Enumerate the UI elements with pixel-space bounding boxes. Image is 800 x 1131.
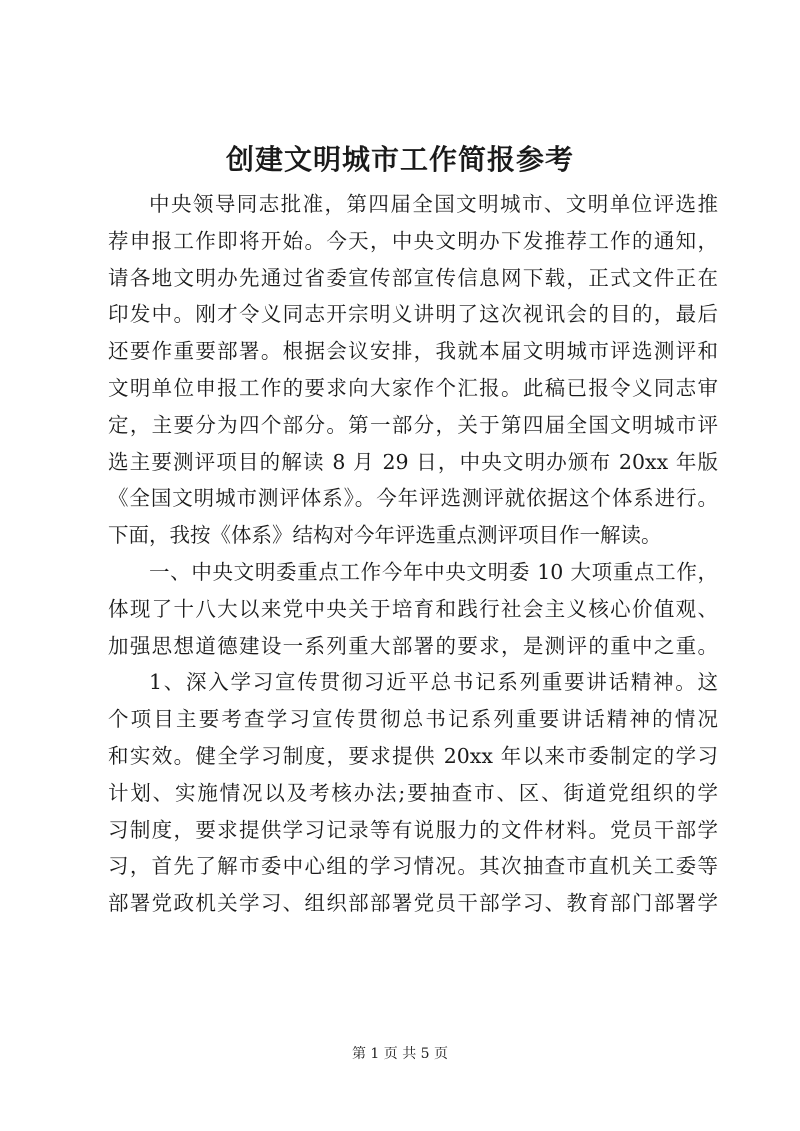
text-line: 定，主要分为四个部分。第一部分，关于第四届全国文明城市评 xyxy=(108,412,718,437)
text-line: 部署党政机关学习、组织部部署党员干部学习、教育部门部署学 xyxy=(108,891,718,916)
text-line: 习，首先了解市委中心组的学习情况。其次抽查市直机关工委等 xyxy=(108,854,718,879)
text-line: 加强思想道德建设一系列重大部署的要求，是测评的重中之重。 xyxy=(108,633,718,658)
text-line: 选主要测评项目的解读 8 月 29 日，中央文明办颁布 20xx 年版 xyxy=(108,449,718,474)
document-body xyxy=(108,186,718,922)
text-line: 1、深入学习宣传贯彻习近平总书记系列重要讲话精神。这 xyxy=(149,670,718,695)
document-title: 创建文明城市工作简报参考 xyxy=(225,143,574,176)
text-line: 《全国文明城市测评体系》。今年评选测评就依据这个体系进行。 xyxy=(108,486,718,511)
text-line: 还要作重要部署。根据会议安排，我就本届文明城市评选测评和 xyxy=(108,339,718,364)
text-line: 体现了十八大以来党中央关于培育和践行社会主义核心价值观、 xyxy=(108,596,718,621)
text-line: 和实效。健全学习制度，要求提供 20xx 年以来市委制定的学习 xyxy=(108,743,718,768)
text-line: 印发中。刚才令义同志开宗明义讲明了这次视讯会的目的，最后 xyxy=(108,302,718,327)
text-line: 一、中央文明委重点工作今年中央文明委 10 大项重点工作， xyxy=(149,559,718,584)
text-line: 中央领导同志批准，第四届全国文明城市、文明单位评选推 xyxy=(149,192,718,216)
text-line: 计划、实施情况以及考核办法;要抽查市、区、街道党组织的学 xyxy=(108,780,718,805)
page-indicator: 第 1 页 共 5 页 xyxy=(351,1046,449,1062)
text-line: 文明单位申报工作的要求向大家作个汇报。此稿已报令义同志审 xyxy=(108,375,718,400)
text-line: 下面，我按《体系》结构对今年评选重点测评项目作一解读。 xyxy=(108,523,662,548)
text-line: 习制度，要求提供学习记录等有说服力的文件材料。党员干部学 xyxy=(108,817,718,842)
page-footer xyxy=(0,1044,800,1064)
text-line: 荐申报工作即将开始。今天，中央文明办下发推荐工作的通知， xyxy=(108,228,718,253)
text-line: 个项目主要考查学习宣传贯彻总书记系列重要讲话精神的情况 xyxy=(108,707,718,732)
text-line: 请各地文明办先通过省委宣传部宣传信息网下载，正式文件正在 xyxy=(108,265,718,290)
